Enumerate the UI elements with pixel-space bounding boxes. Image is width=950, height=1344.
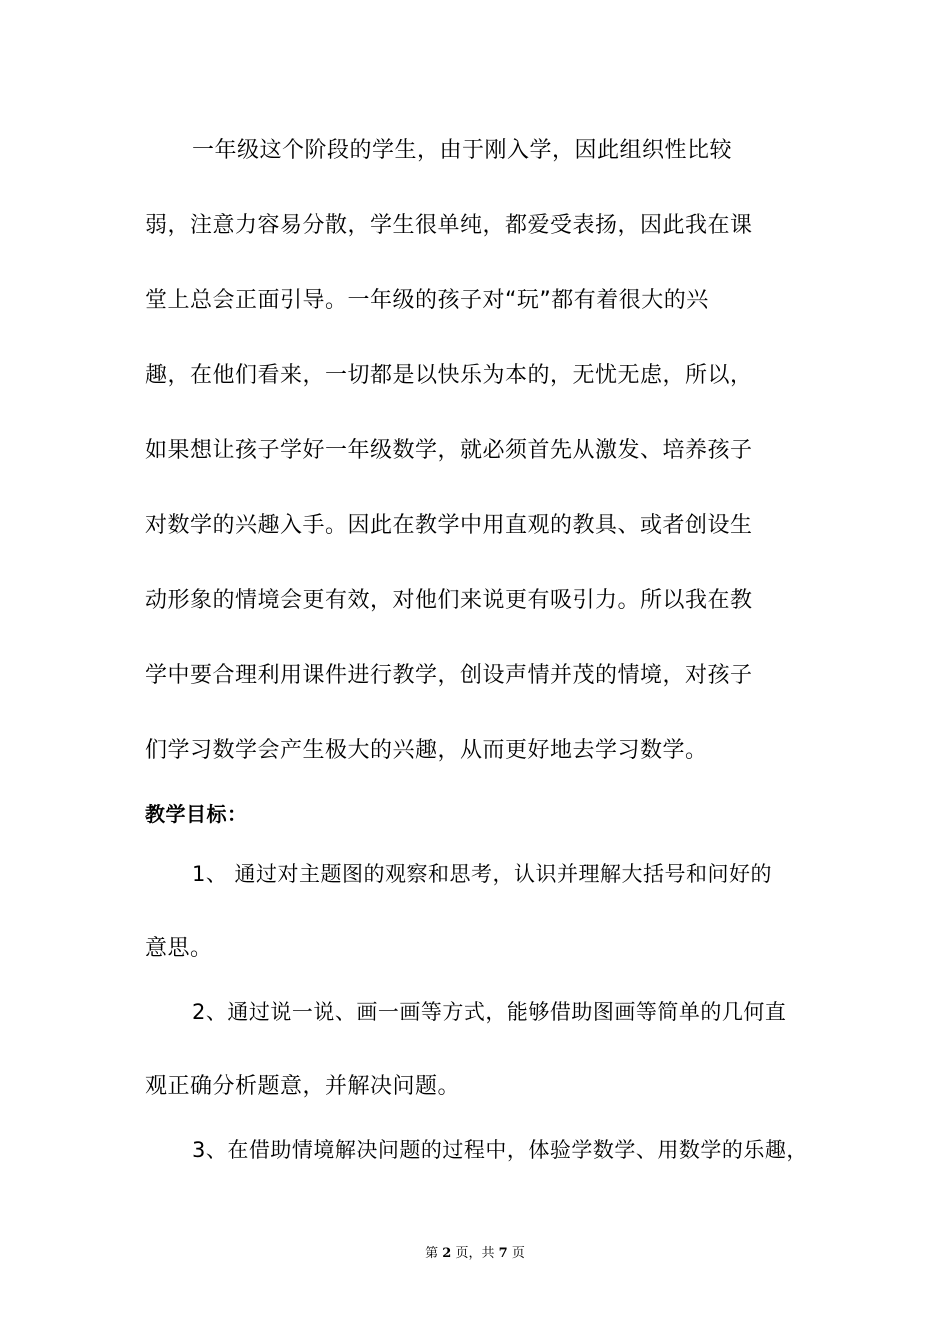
goal-item-2: 2、通过说一说、画一画等方式，能够借助图画等简单的几何直 — [192, 1000, 787, 1024]
paragraph-line: 堂上总会正面引导。一年级的孩子对“玩”都有着很大的兴 — [145, 288, 709, 313]
footer-middle: 页，共 — [455, 1246, 495, 1261]
paragraph-line: 一年级这个阶段的学生，由于刚入学，因此组织性比较 — [192, 138, 733, 163]
paragraph-line: 动形象的情境会更有效，对他们来说更有吸引力。所以我在教 — [145, 588, 753, 613]
paragraph-line: 弱，注意力容易分散，学生很单纯，都爱受表扬，因此我在课 — [145, 213, 753, 238]
paragraph-line: 对数学的兴趣入手。因此在教学中用直观的教具、或者创设生 — [145, 513, 753, 538]
section-heading: 教学目标： — [145, 802, 248, 826]
paragraph-line: 们学习数学会产生极大的兴趣，从而更好地去学习数学。 — [145, 738, 708, 763]
paragraph-line: 如果想让孩子学好一年级数学，就必须首先从激发、培养孩子 — [145, 438, 753, 463]
goal-item-2-continued: 观正确分析题意，并解决问题。 — [145, 1074, 461, 1099]
footer-total-pages: 7 — [498, 1246, 508, 1261]
footer-current-page: 2 — [442, 1246, 452, 1261]
paragraph-line: 趣，在他们看来，一切都是以快乐为本的，无忧无虑，所以， — [145, 363, 753, 388]
goal-item-1-continued: 意思。 — [145, 936, 213, 961]
page-footer — [0, 1245, 950, 1263]
goal-item-1: 1、 通过对主题图的观察和思考，认识并理解大括号和问好的 — [192, 862, 773, 886]
paragraph-line: 学中要合理利用课件进行教学，创设声情并茂的情境，对孩子 — [145, 663, 753, 688]
footer-suffix: 页 — [511, 1246, 525, 1261]
footer-prefix: 第 — [425, 1246, 439, 1261]
goal-item-3: 3、在借助情境解决问题的过程中，体验学数学、用数学的乐趣， — [192, 1138, 808, 1162]
